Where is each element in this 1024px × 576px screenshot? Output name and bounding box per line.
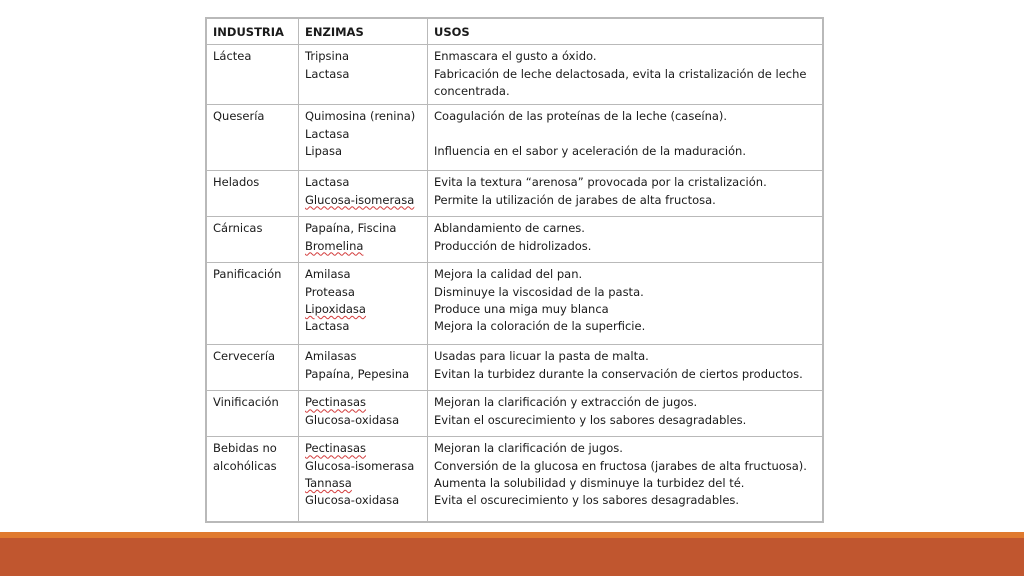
uses-cell [428,105,823,171]
uses-cell [428,171,823,217]
enzyme-item: Quimosina (renina) [305,109,416,124]
use-item: Influencia en el sabor y aceleración de la maduración. [434,143,746,158]
enzymes-cell [299,45,428,105]
use-item: Mejora la coloración de la superficie. [434,319,646,334]
use-item: Evita la textura “arenosa” provocada por la cristalización. [434,175,767,190]
industry-cell [207,345,299,391]
industry-label: Bebidas no [213,441,277,456]
enzymes-cell [299,171,428,217]
table-header-row [207,19,823,45]
use-item: Aumenta la solubilidad y disminuye la turbidez del té. [434,475,745,490]
enzyme-item: Glucosa-oxidasa [305,493,400,508]
enzyme-item: Tripsina [305,49,350,64]
header-enzimas: ENZIMAS [299,19,428,45]
industry-cell [207,171,299,217]
use-item: Conversión de la glucosa en fructosa (jarabes de alta fructuosa). [434,458,807,473]
uses-cell [428,391,823,437]
table-row [207,45,823,105]
table-row [207,345,823,391]
industry-label: Helados [213,175,260,190]
header-usos: USOS [428,19,823,45]
enzymes-cell [299,345,428,391]
industry-label: alcohólicas [213,458,277,473]
table-row [207,391,823,437]
enzyme-item: Bromelina [305,238,364,253]
enzyme-item: Lipoxidasa [305,301,366,316]
use-item: Evita el oscurecimiento y los sabores desagradables. [434,493,740,508]
use-item: Evitan el oscurecimiento y los sabores desagradables. [434,412,747,427]
use-item: Permite la utilización de jarabes de alta fructosa. [434,192,716,207]
use-item: Produce una miga muy blanca [434,301,609,316]
industry-cell [207,263,299,345]
use-item: Mejoran la clarificación de jugos. [434,441,623,456]
uses-cell [428,263,823,345]
table-row [207,171,823,217]
use-spacer [434,126,817,143]
table-row [207,437,823,522]
enzyme-item: Papaína, Pepesina [305,366,410,381]
use-item: Mejora la calidad del pan. [434,267,583,282]
uses-cell [428,437,823,522]
enzyme-item: Glucosa-isomerasa [305,458,415,473]
industry-label: Panificación [213,267,282,282]
industry-label: Vinificación [213,395,279,410]
use-item: Ablandamiento de carnes. [434,221,585,236]
enzymes-cell [299,105,428,171]
industry-cell [207,217,299,263]
use-item: Usadas para licuar la pasta de malta. [434,349,649,364]
industry-label: Láctea [213,49,252,64]
table-row [207,105,823,171]
enzyme-item: Proteasa [305,284,355,299]
enzyme-item: Amilasas [305,349,357,364]
uses-cell [428,45,823,105]
use-item: Mejoran la clarificación y extracción de jugos. [434,395,698,410]
enzyme-item: Pectinasas [305,441,366,456]
industry-label: Quesería [213,109,265,124]
use-item: Producción de hidrolizados. [434,238,592,253]
enzymes-cell [299,437,428,522]
industry-label: Cárnicas [213,221,263,236]
enzyme-item: Glucosa-oxidasa [305,412,400,427]
enzyme-item: Lactasa [305,319,350,334]
header-industria: INDUSTRIA [207,19,299,45]
industry-cell [207,391,299,437]
use-item: Enmascara el gusto a óxido. [434,49,597,64]
enzyme-item: Lactasa [305,175,350,190]
industry-label: Cervecería [213,349,276,364]
industry-cell [207,105,299,171]
enzymes-cell [299,217,428,263]
enzyme-item: Lactasa [305,66,350,81]
uses-cell [428,345,823,391]
use-item: Coagulación de las proteínas de la leche (caseína). [434,109,728,124]
table-row [207,263,823,345]
table-row [207,217,823,263]
use-item: Evitan la turbidez durante la conservación de ciertos productos. [434,366,803,381]
enzyme-item: Pectinasas [305,395,366,410]
uses-cell [428,217,823,263]
enzyme-item: Amilasa [305,267,351,282]
enzyme-item: Lactasa [305,126,350,141]
use-item: Fabricación de leche delactosada, evita la cristalización de leche concentrada. [434,66,807,98]
enzyme-item: Tannasa [305,475,352,490]
enzyme-table [206,18,823,522]
industry-cell [207,45,299,105]
enzyme-table-container [205,17,824,523]
enzymes-cell [299,263,428,345]
enzyme-item: Papaína, Fiscina [305,221,397,236]
industry-cell [207,437,299,522]
use-item: Disminuye la viscosidad de la pasta. [434,284,644,299]
enzyme-item: Glucosa-isomerasa [305,192,415,207]
enzymes-cell [299,391,428,437]
enzyme-item: Lipasa [305,143,342,158]
footer-bar [0,538,1024,576]
